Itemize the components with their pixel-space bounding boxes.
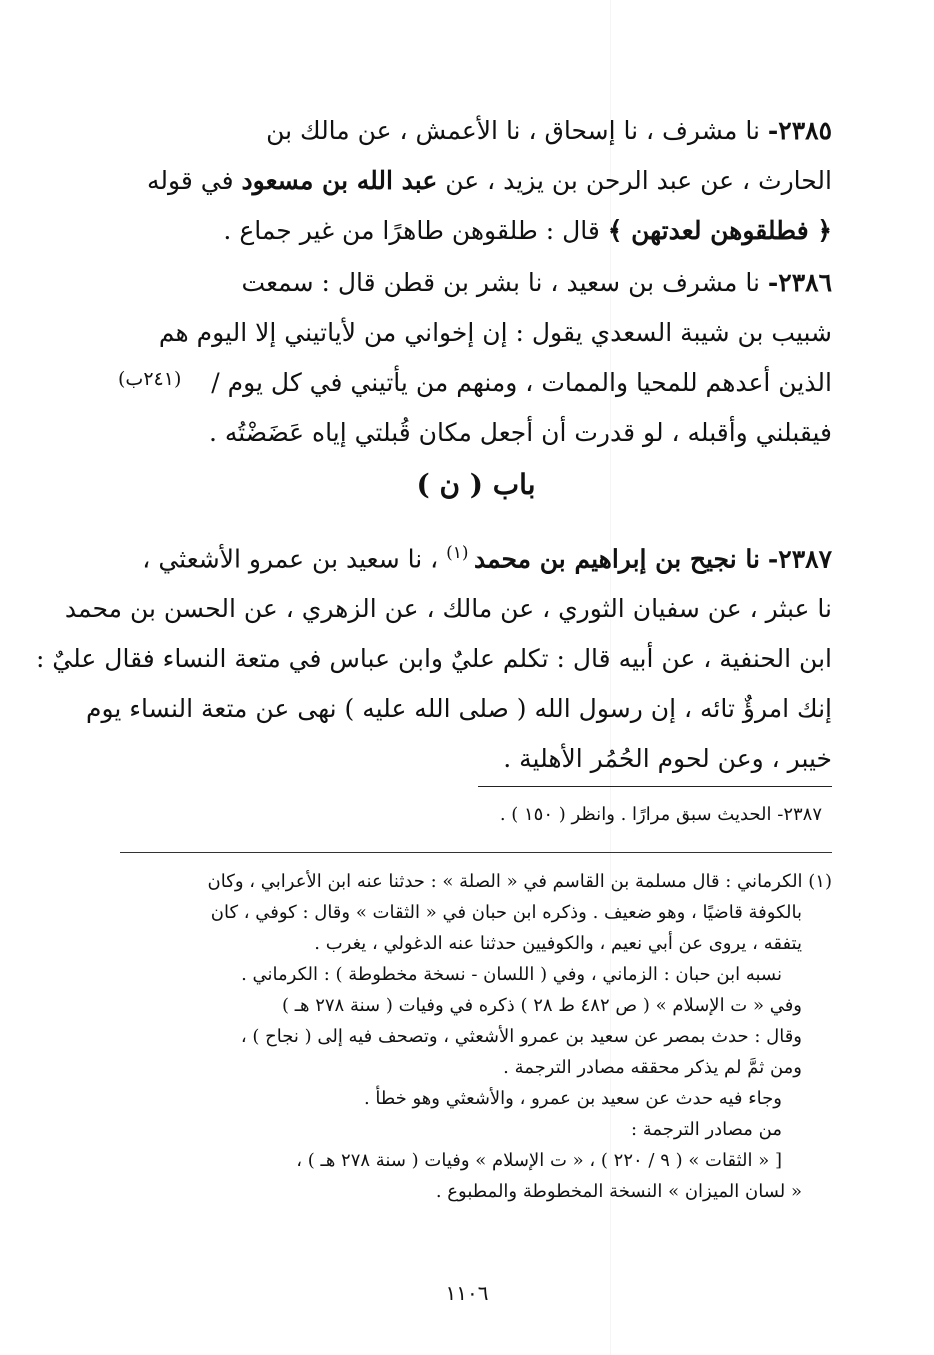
footnote-divider [120,852,832,853]
hadith-2386-line-2: شبيب بن شيبة السعدي يقول : إن إخواني من لأياتيني إلا اليوم هم [158,318,832,347]
hadith-2385-line-2 [120,156,832,206]
hadith-number: ٢٣٨٥- [767,116,832,145]
footnote-line: ومن ثمَّ لم يذكر محققه مصادر الترجمة . [503,1057,802,1078]
narrator-name: نا نجيح بن إبراهيم بن محمد [473,544,760,574]
footnote-line: [ « الثقات » ( ٩ / ٢٢٠ ) ، « ت الإسلام » وفيات ( سنة ٢٧٨ هـ ) ، [296,1150,782,1171]
hadith-2387-line-5: خيبر ، وعن لحوم الحُمُر الأهلية . [503,744,832,774]
hadith-text: نا مشرف بن سعيد ، نا بشر بن قطن قال : سمعت [241,268,760,297]
narrator-name: عبد الله بن مسعود [241,166,438,195]
hadith-2385-line-1 [120,106,832,156]
hadith-2387-line-2: نا عبثر ، عن سفيان الثوري ، عن مالك ، عن الزهري ، عن الحسن بن محمد [64,594,832,624]
footnote-line: نسبه ابن حبان : الزماني ، وفي ( اللسان - نسخة مخطوطة ) : الكرماني . [241,964,782,985]
footnote-line: وفي « ت الإسلام » ( ص ٤٨٢ ط ٢٨ ) ذكره في وفيات ( سنة ٢٧٨ هـ ) [281,995,802,1016]
hadith-2387-line-3: ابن الحنفية ، عن أبيه قال : تكلم عليٌ وابن عباس في متعة النساء فقال عليٌ : [35,644,832,674]
footnote-line: وقال : حدث بمصر عن سعيد بن عمرو الأشعثي ، وتصحف فيه إلى ( نجاح ) ، [240,1026,802,1047]
hadith-2385-line-3 [120,206,832,256]
footnote-marker: (١) [446,543,474,563]
hadith-2386-line-4: فيقبلني وأقبله ، لو قدرت أن أجعل مكان قُبلتي إياه عَضَضْتُه . [208,418,832,447]
chapter-title: باب ( ن ) [416,468,536,501]
footnote-line: (١) الكرماني : قال مسلمة بن القاسم في « الصلة » : حدثنا عنه ابن الأعرابي ، وكان [207,871,832,892]
footnote-line: « لسان الميزان » النسخة المخطوطة والمطبوع . [435,1181,802,1202]
footnote-line: وجاء فيه حدث عن سعيد بن عمرو ، والأشعثي وهو خطأ . [363,1088,782,1109]
hadith-number: ٢٣٨٧- [767,544,832,574]
hadith-text: قال : طلقوهن طاهرًا من غير جماع . [223,216,608,245]
hadith-text: في قوله [146,166,242,195]
hadith-2386-line-1 [120,258,832,308]
hadith-2386 [120,258,832,458]
hadith-2387-line-4: إنك امرؤٌ تائه ، إن رسول الله ( صلى الله عليه ) نهى عن متعة النساء يوم [85,694,832,724]
hadith-text: ، نا سعيد بن عمرو الأشعثي ، [142,544,447,574]
hadith-number: ٢٣٨٦- [767,268,832,297]
hadith-2385 [120,106,832,256]
quran-quote: ﴿ فطلقوهن لعدتهن ﴾ [607,216,832,245]
hadith-2387-line-1 [120,528,832,584]
page-number: ١١٠٦ [445,1281,489,1305]
footnote-block [120,866,832,1207]
footnote-line: يتفقه ، يروى عن أبي نعيم ، والكوفيين حدثنا عنه الدغولي ، يغرب . [314,933,802,954]
footnote-line: من مصادر الترجمة : [630,1119,782,1140]
footnote-line: بالكوفة قاضيًا ، وهو ضعيف . وذكره ابن حبان في « الثقات » وقال : كوفي ، كان [210,902,802,923]
hadith-2387 [35,528,832,784]
hadith-text: الحارث ، عن عبد الرحن بن يزيد ، عن [437,166,832,195]
hadith-text: نا مشرف ، نا إسحاق ، نا الأعمش ، عن مالك بن [266,116,760,145]
manuscript-folio-reference: (٢٤١ب) [118,368,182,390]
footnote-separator [478,786,832,787]
hadith-cross-reference-note: ٢٣٨٧- الحديث سبق مرارًا . وانظر ( ١٥٠ ) . [499,804,822,825]
hadith-2386-line-3: الذين أعدهم للمحيا والممات ، ومنهم من يأتيني في كل يوم / [211,368,832,397]
